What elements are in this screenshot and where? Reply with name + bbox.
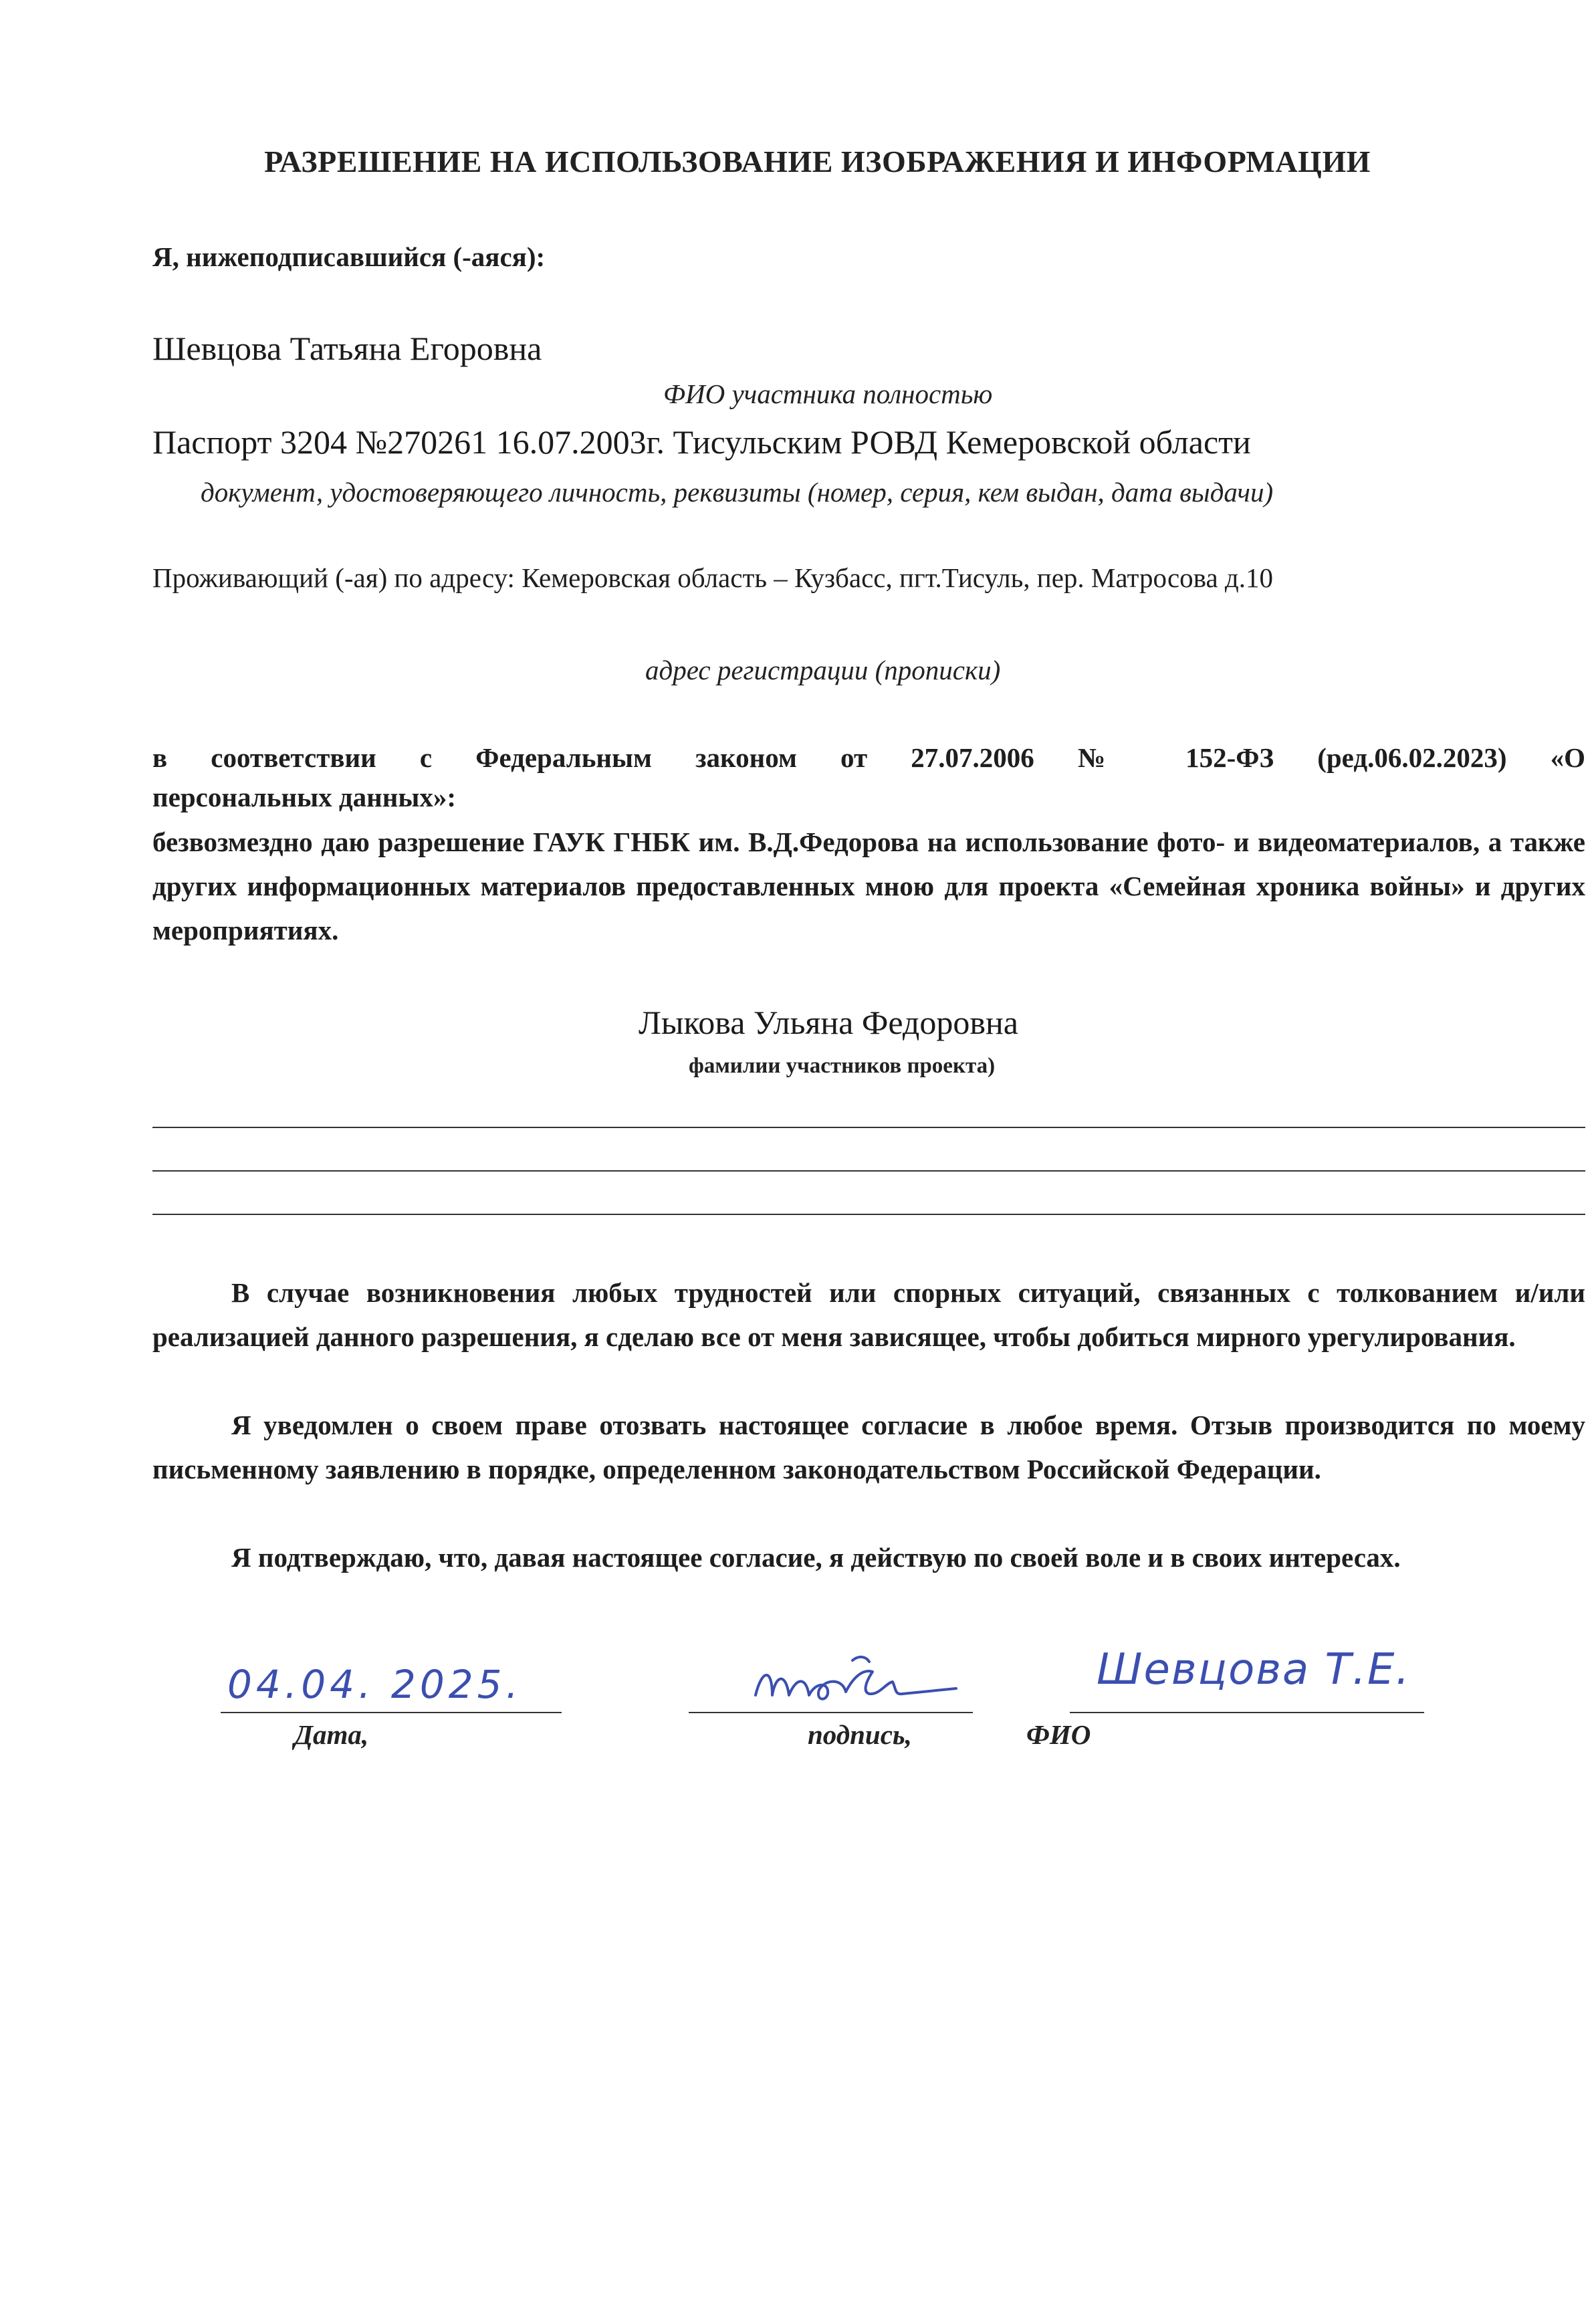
date-handwritten: 04.04. 2025. (227, 1662, 522, 1707)
paragraph-confirmation: Я подтверждаю, что, давая настоящее согласие, я действую по своей воле и в своих интересах. (231, 1542, 1401, 1573)
address-line: Проживающий (-ая) по адресу: Кемеровская область – Кузбасс, пгт.Тисуль, пер. Матросова д.10 (152, 562, 1274, 593)
fio-handwritten: Шевцова Т.Е. (1097, 1645, 1411, 1694)
date-label: Дата, (294, 1719, 369, 1750)
fio-label: ФИО (1026, 1719, 1091, 1750)
intro-text: Я, нижеподписавшийся (-аяся): (152, 241, 546, 272)
signature-image (735, 1642, 976, 1715)
fio-underline (1070, 1712, 1424, 1713)
blank-line (152, 1170, 1585, 1172)
date-underline (221, 1712, 562, 1713)
paragraph-disputes: В случае возникновения любых трудностей или спорных ситуаций, связанных с толкованием и/или реализацией данного разрешения, я сделаю все от меня зависящее, чтобы добиться мирного урегулирования. (152, 1277, 1585, 1352)
law-reference-line1: в соответствии с Федеральным законом от 27.07.2006 № 152-ФЗ (ред.06.02.2023) «О (152, 742, 1585, 773)
signature-underline (689, 1712, 973, 1713)
signature-label: подпись, (808, 1719, 912, 1750)
blank-line (152, 1214, 1585, 1215)
passport-caption: документ, удостоверяющего личность, реквизиты (номер, серия, кем выдан, дата выдачи) (201, 477, 1274, 508)
document-title: РАЗРЕШЕНИЕ НА ИСПОЛЬЗОВАНИЕ ИЗОБРАЖЕНИЯ И ИНФОРМАЦИИ (264, 144, 1371, 179)
passport-details: Паспорт 3204 №270261 16.07.2003г. Тисульским РОВД Кемеровской области (152, 423, 1251, 461)
paragraph-revocation: Я уведомлен о своем праве отозвать настоящее согласие в любое время. Отзыв производится по моему письменному заявлению в порядке, определенном законодательством Российской Федерации. (152, 1410, 1585, 1485)
participant-name: Шевцова Татьяна Егоровна (152, 330, 542, 367)
project-participants: Лыкова Ульяна Федоровна (639, 1004, 1018, 1041)
project-participants-caption: фамилии участников проекта) (689, 1054, 996, 1078)
law-reference-line2: персональных данных»: (152, 782, 457, 812)
permission-text: безвозмездно даю разрешение ГАУК ГНБК им. В.Д.Федорова на использование фото- и видеоматериалов, а также других информационных материалов предоставленных мною для проекта «Семейная хроника войны» и других мероприятиях. (152, 827, 1585, 946)
address-caption: адрес регистрации (прописки) (645, 655, 1001, 685)
participant-name-caption: ФИО участника полностью (663, 378, 993, 409)
blank-line (152, 1127, 1585, 1128)
